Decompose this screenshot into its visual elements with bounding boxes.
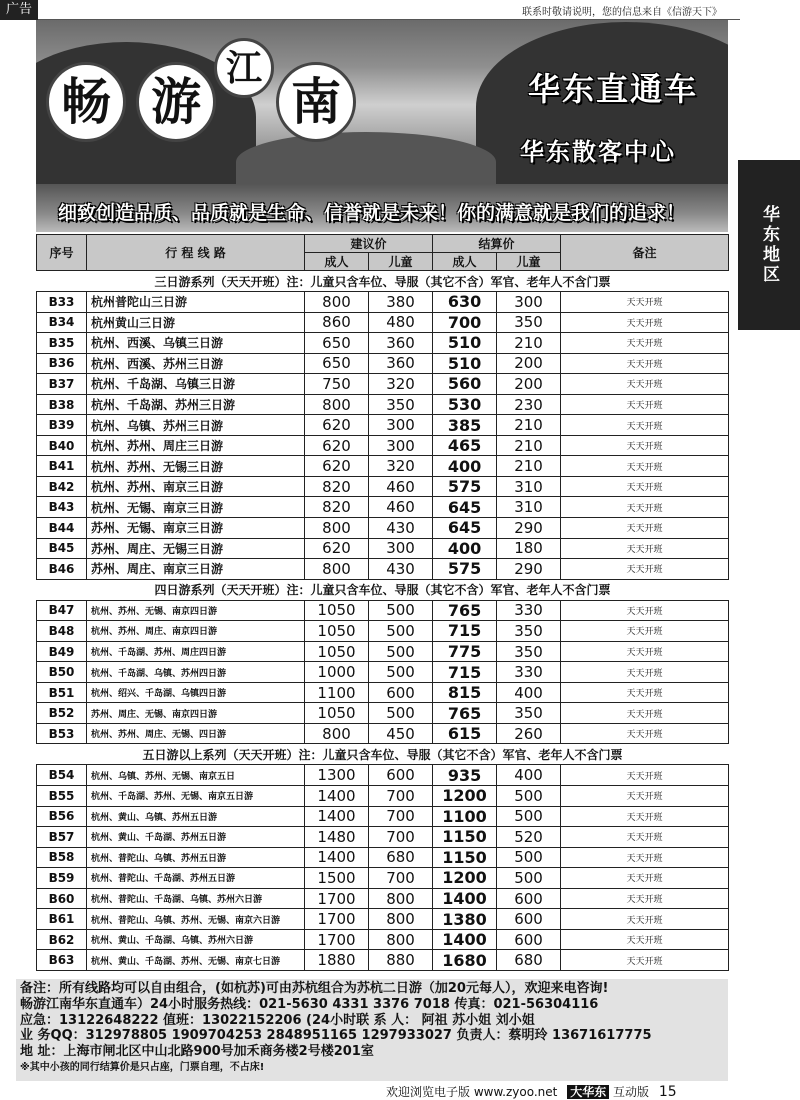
settle-child-price: 310: [497, 476, 561, 497]
suggest-adult-price: 620: [305, 538, 369, 559]
table-row: [37, 950, 729, 971]
settle-child-price: 210: [497, 415, 561, 436]
suggest-adult-price: 1400: [305, 847, 369, 868]
route-code: B41: [37, 456, 87, 477]
suggest-child-price: 430: [369, 559, 433, 580]
route-code: B43: [37, 497, 87, 518]
route-code: B35: [37, 333, 87, 354]
settle-adult-price: 530: [433, 394, 497, 415]
village-shape: [236, 132, 496, 192]
banner-char: 游: [136, 62, 216, 142]
route-name: 杭州、千岛湖、苏州、无锡、南京五日游: [87, 786, 305, 807]
table-row: [37, 333, 729, 354]
table-row: [37, 723, 729, 744]
suggest-adult-price: 1400: [305, 806, 369, 827]
suggest-adult-price: 1300: [305, 765, 369, 786]
suggest-adult-price: 1700: [305, 909, 369, 930]
settle-adult-price: 765: [433, 703, 497, 724]
route-name: 杭州、无锡、南京三日游: [87, 497, 305, 518]
route-name: 苏州、周庄、无锡、南京四日游: [87, 703, 305, 724]
settle-child-price: 210: [497, 456, 561, 477]
note-cell: 天天开班: [561, 847, 729, 868]
settle-child-price: 500: [497, 847, 561, 868]
suggest-child-price: 700: [369, 786, 433, 807]
table-row: [37, 621, 729, 642]
table-row: [37, 476, 729, 497]
route-name: 杭州普陀山三日游: [87, 292, 305, 313]
banner-title: 华东直通车: [527, 70, 698, 108]
note-cell: 天天开班: [561, 600, 729, 621]
route-code: B56: [37, 806, 87, 827]
settle-adult-price: 765: [433, 600, 497, 621]
suggest-adult-price: 620: [305, 435, 369, 456]
table-row: [37, 374, 729, 395]
settle-child-price: 680: [497, 950, 561, 971]
suggest-adult-price: 1050: [305, 641, 369, 662]
route-code: B40: [37, 435, 87, 456]
note-cell: 天天开班: [561, 497, 729, 518]
series-title-row: [37, 744, 729, 765]
settle-child-price: 400: [497, 765, 561, 786]
banner: [36, 20, 728, 232]
note-cell: 天天开班: [561, 765, 729, 786]
route-code: B42: [37, 476, 87, 497]
route-code: B39: [37, 415, 87, 436]
settle-adult-price: 1380: [433, 909, 497, 930]
table-row: [37, 312, 729, 333]
header-no: 序号: [37, 235, 87, 271]
settle-adult-price: 775: [433, 641, 497, 662]
settle-adult-price: 400: [433, 538, 497, 559]
settle-child-price: 330: [497, 662, 561, 683]
route-code: B49: [37, 641, 87, 662]
settle-child-price: 500: [497, 786, 561, 807]
settle-child-price: 500: [497, 806, 561, 827]
note-cell: 天天开班: [561, 456, 729, 477]
settle-child-price: 600: [497, 909, 561, 930]
note-cell: 天天开班: [561, 621, 729, 642]
route-name: 苏州、无锡、南京三日游: [87, 518, 305, 539]
note-cell: 天天开班: [561, 786, 729, 807]
route-name: 杭州、黄山、乌镇、苏州五日游: [87, 806, 305, 827]
suggest-adult-price: 800: [305, 723, 369, 744]
settle-child-price: 310: [497, 497, 561, 518]
route-name: 杭州、绍兴、千岛湖、乌镇四日游: [87, 682, 305, 703]
note-cell: 天天开班: [561, 888, 729, 909]
route-name: 杭州、千岛湖、苏州三日游: [87, 394, 305, 415]
note-cell: 天天开班: [561, 559, 729, 580]
suggest-child-price: 460: [369, 476, 433, 497]
settle-adult-price: 400: [433, 456, 497, 477]
banner-char: 畅: [46, 62, 126, 142]
route-code: B60: [37, 888, 87, 909]
suggest-adult-price: 650: [305, 333, 369, 354]
route-name: 杭州、苏州、无锡、南京四日游: [87, 600, 305, 621]
settle-adult-price: 645: [433, 497, 497, 518]
suggest-adult-price: 1050: [305, 703, 369, 724]
suggest-child-price: 700: [369, 868, 433, 889]
suggest-child-price: 500: [369, 621, 433, 642]
footer-line: 备注：所有线路均可以自由组合，(如杭苏)可由苏杭组合为苏杭二日游（加20元每人），欢迎来电咨询!: [20, 981, 609, 996]
settle-adult-price: 465: [433, 435, 497, 456]
suggest-adult-price: 1400: [305, 786, 369, 807]
note-cell: 天天开班: [561, 353, 729, 374]
header-suggest: 建议价: [305, 235, 433, 253]
route-code: B33: [37, 292, 87, 313]
table-row: [37, 292, 729, 313]
suggest-child-price: 300: [369, 435, 433, 456]
suggest-child-price: 300: [369, 538, 433, 559]
suggest-child-price: 380: [369, 292, 433, 313]
route-name: 杭州、苏州、南京三日游: [87, 476, 305, 497]
settle-child-price: 350: [497, 641, 561, 662]
region-tab: 华东地区: [738, 160, 800, 330]
table-row: [37, 435, 729, 456]
route-name: 杭州、普陀山、乌镇、苏州、无锡、南京六日游: [87, 909, 305, 930]
suggest-child-price: 360: [369, 353, 433, 374]
suggest-child-price: 460: [369, 497, 433, 518]
suggest-adult-price: 1880: [305, 950, 369, 971]
note-cell: 天天开班: [561, 518, 729, 539]
price-table: [36, 234, 729, 971]
page-number: 15: [658, 1084, 677, 1100]
header-route: 行 程 线 路: [87, 235, 305, 271]
route-name: 杭州、西溪、苏州三日游: [87, 353, 305, 374]
settle-child-price: 500: [497, 868, 561, 889]
header-adult: 成人: [433, 253, 497, 271]
settle-adult-price: 1400: [433, 929, 497, 950]
settle-adult-price: 1150: [433, 847, 497, 868]
route-code: B38: [37, 394, 87, 415]
suggest-adult-price: 800: [305, 559, 369, 580]
table-row: [37, 806, 729, 827]
route-name: 杭州、苏州、周庄三日游: [87, 435, 305, 456]
website-text: 欢迎浏览电子版 www.zyoo.net: [386, 1085, 558, 1099]
settle-adult-price: 560: [433, 374, 497, 395]
route-name: 杭州、千岛湖、乌镇三日游: [87, 374, 305, 395]
settle-child-price: 260: [497, 723, 561, 744]
suggest-adult-price: 800: [305, 394, 369, 415]
settle-adult-price: 615: [433, 723, 497, 744]
settle-child-price: 350: [497, 621, 561, 642]
series-title-row: [37, 271, 729, 292]
route-name: 杭州黄山三日游: [87, 312, 305, 333]
note-cell: 天天开班: [561, 312, 729, 333]
settle-adult-price: 1200: [433, 868, 497, 889]
route-code: B58: [37, 847, 87, 868]
route-code: B50: [37, 662, 87, 683]
note-cell: 天天开班: [561, 292, 729, 313]
settle-adult-price: 1200: [433, 786, 497, 807]
note-cell: 天天开班: [561, 868, 729, 889]
suggest-child-price: 700: [369, 827, 433, 848]
route-code: B48: [37, 621, 87, 642]
series-title-row: [37, 579, 729, 600]
suggest-adult-price: 750: [305, 374, 369, 395]
table-row: [37, 641, 729, 662]
source-note: 联系时敬请说明，您的信息来自《信游天下》: [522, 7, 722, 18]
suggest-child-price: 320: [369, 456, 433, 477]
route-name: 杭州、乌镇、苏州、无锡、南京五日: [87, 765, 305, 786]
suggest-child-price: 360: [369, 333, 433, 354]
settle-child-price: 300: [497, 292, 561, 313]
route-code: B36: [37, 353, 87, 374]
footer-line: 地 址：上海市闸北区中山北路900号加禾商务楼2号楼201室: [20, 1044, 374, 1060]
settle-adult-price: 575: [433, 559, 497, 580]
note-cell: 天天开班: [561, 662, 729, 683]
table-row: [37, 600, 729, 621]
table-row: [37, 909, 729, 930]
table-row: [37, 518, 729, 539]
suggest-adult-price: 1050: [305, 621, 369, 642]
route-name: 杭州、普陀山、千岛湖、苏州五日游: [87, 868, 305, 889]
table-row: [37, 703, 729, 724]
suggest-adult-price: 1000: [305, 662, 369, 683]
route-code: B55: [37, 786, 87, 807]
table-row: [37, 353, 729, 374]
banner-char: 江: [214, 38, 274, 98]
note-cell: 天天开班: [561, 538, 729, 559]
route-name: 杭州、千岛湖、苏州、周庄四日游: [87, 641, 305, 662]
route-code: B37: [37, 374, 87, 395]
header-note: 备注: [561, 235, 729, 271]
table-row: [37, 456, 729, 477]
route-name: 杭州、普陀山、乌镇、苏州五日游: [87, 847, 305, 868]
series-title: 四日游系列（天天开班）注：儿童只含车位、导服（其它不含）军官、老年人不含门票: [37, 579, 729, 600]
suggest-child-price: 500: [369, 662, 433, 683]
banner-char: 南: [276, 62, 356, 142]
route-code: B52: [37, 703, 87, 724]
suggest-adult-price: 1700: [305, 929, 369, 950]
route-name: 杭州、千岛湖、乌镇、苏州四日游: [87, 662, 305, 683]
note-cell: 天天开班: [561, 703, 729, 724]
suggest-child-price: 300: [369, 415, 433, 436]
settle-child-price: 290: [497, 518, 561, 539]
route-name: 苏州、周庄、南京三日游: [87, 559, 305, 580]
table-row: [37, 868, 729, 889]
note-cell: 天天开班: [561, 641, 729, 662]
settle-adult-price: 715: [433, 621, 497, 642]
suggest-adult-price: 820: [305, 476, 369, 497]
suggest-child-price: 800: [369, 909, 433, 930]
settle-adult-price: 1400: [433, 888, 497, 909]
bottom-line: [386, 1083, 677, 1100]
table-row: [37, 888, 729, 909]
route-code: B59: [37, 868, 87, 889]
settle-adult-price: 510: [433, 353, 497, 374]
settle-adult-price: 815: [433, 682, 497, 703]
suggest-adult-price: 860: [305, 312, 369, 333]
suggest-child-price: 800: [369, 888, 433, 909]
suggest-child-price: 500: [369, 641, 433, 662]
table-row: [37, 765, 729, 786]
route-name: 杭州、黄山、千岛湖、苏州、无锡、南京七日游: [87, 950, 305, 971]
route-name: 杭州、普陀山、千岛湖、乌镇、苏州六日游: [87, 888, 305, 909]
brand-badge: 大华东: [567, 1085, 609, 1099]
table-row: [37, 827, 729, 848]
settle-child-price: 350: [497, 312, 561, 333]
settle-adult-price: 630: [433, 292, 497, 313]
route-name: 苏州、周庄、无锡三日游: [87, 538, 305, 559]
note-cell: 天天开班: [561, 333, 729, 354]
suggest-child-price: 480: [369, 312, 433, 333]
note-cell: 天天开班: [561, 476, 729, 497]
footer-line: 业 务QQ：312978805 1909704253 2848951165 1297933027 负责人：蔡明玲 13671617775: [20, 1028, 652, 1044]
route-name: 杭州、西溪、乌镇三日游: [87, 333, 305, 354]
route-name: 杭州、苏州、周庄、南京四日游: [87, 621, 305, 642]
footer-line: 应急：13122648222 值班：13022152206 (24小时联 系 人： 阿祖 苏小姐 刘小姐: [20, 1012, 535, 1028]
route-code: B45: [37, 538, 87, 559]
settle-child-price: 180: [497, 538, 561, 559]
route-code: B62: [37, 929, 87, 950]
suggest-adult-price: 1700: [305, 888, 369, 909]
table-row: [37, 394, 729, 415]
table-row: [37, 538, 729, 559]
banner-subtitle: 华东散客中心: [520, 138, 676, 166]
table-row: [37, 847, 729, 868]
suggest-adult-price: 1100: [305, 682, 369, 703]
brand-suffix: 互动版: [613, 1085, 650, 1099]
table-row: [37, 559, 729, 580]
route-name: 杭州、苏州、无锡三日游: [87, 456, 305, 477]
route-code: B61: [37, 909, 87, 930]
table-row: [37, 929, 729, 950]
suggest-adult-price: 1480: [305, 827, 369, 848]
settle-adult-price: 1680: [433, 950, 497, 971]
route-code: B47: [37, 600, 87, 621]
suggest-adult-price: 650: [305, 353, 369, 374]
slogan: 细致创造品质、品质就是生命、信誉就是未来！你的满意就是我们的追求！: [58, 202, 686, 224]
suggest-child-price: 350: [369, 394, 433, 415]
settle-child-price: 400: [497, 682, 561, 703]
table-row: [37, 786, 729, 807]
suggest-child-price: 880: [369, 950, 433, 971]
settle-adult-price: 700: [433, 312, 497, 333]
top-bar: [0, 0, 740, 20]
settle-adult-price: 645: [433, 518, 497, 539]
settle-child-price: 230: [497, 394, 561, 415]
settle-adult-price: 715: [433, 662, 497, 683]
note-cell: 天天开班: [561, 394, 729, 415]
settle-adult-price: 575: [433, 476, 497, 497]
route-name: 杭州、乌镇、苏州三日游: [87, 415, 305, 436]
settle-child-price: 350: [497, 703, 561, 724]
note-cell: 天天开班: [561, 806, 729, 827]
settle-adult-price: 1150: [433, 827, 497, 848]
suggest-child-price: 430: [369, 518, 433, 539]
suggest-child-price: 700: [369, 806, 433, 827]
settle-child-price: 200: [497, 374, 561, 395]
footer-info: [16, 979, 728, 1081]
suggest-child-price: 600: [369, 682, 433, 703]
suggest-adult-price: 820: [305, 497, 369, 518]
settle-child-price: 330: [497, 600, 561, 621]
note-cell: 天天开班: [561, 950, 729, 971]
footer-line: 畅游江南华东直通车）24小时服务热线：021-5630 4331 3376 7018 传真：021-56304116: [20, 996, 599, 1012]
suggest-child-price: 500: [369, 703, 433, 724]
route-code: B51: [37, 682, 87, 703]
suggest-child-price: 800: [369, 929, 433, 950]
route-code: B46: [37, 559, 87, 580]
settle-child-price: 200: [497, 353, 561, 374]
suggest-child-price: 320: [369, 374, 433, 395]
settle-child-price: 210: [497, 333, 561, 354]
header-adult: 成人: [305, 253, 369, 271]
settle-adult-price: 1100: [433, 806, 497, 827]
ad-label: 广告: [0, 0, 38, 20]
suggest-adult-price: 1500: [305, 868, 369, 889]
suggest-child-price: 450: [369, 723, 433, 744]
suggest-adult-price: 1050: [305, 600, 369, 621]
note-cell: 天天开班: [561, 827, 729, 848]
header-child: 儿童: [369, 253, 433, 271]
suggest-adult-price: 620: [305, 415, 369, 436]
suggest-child-price: 680: [369, 847, 433, 868]
series-title: 五日游以上系列（天天开班）注：儿童只含车位、导服（其它不含）军官、老年人不含门票: [37, 744, 729, 765]
settle-child-price: 210: [497, 435, 561, 456]
settle-adult-price: 935: [433, 765, 497, 786]
suggest-adult-price: 800: [305, 292, 369, 313]
table-row: [37, 497, 729, 518]
route-name: 杭州、黄山、千岛湖、苏州五日游: [87, 827, 305, 848]
route-code: B57: [37, 827, 87, 848]
route-code: B63: [37, 950, 87, 971]
series-title: 三日游系列（天天开班）注：儿童只含车位、导服（其它不含）军官、老年人不含门票: [37, 271, 729, 292]
settle-adult-price: 385: [433, 415, 497, 436]
settle-adult-price: 510: [433, 333, 497, 354]
table-row: [37, 682, 729, 703]
note-cell: 天天开班: [561, 415, 729, 436]
note-cell: 天天开班: [561, 909, 729, 930]
suggest-child-price: 500: [369, 600, 433, 621]
route-name: 杭州、苏州、周庄、无锡、四日游: [87, 723, 305, 744]
note-cell: 天天开班: [561, 374, 729, 395]
table-body: [37, 271, 729, 971]
settle-child-price: 520: [497, 827, 561, 848]
route-name: 杭州、黄山、千岛湖、乌镇、苏州六日游: [87, 929, 305, 950]
footer-note: ※其中小孩的同行结算价是只占座，门票自理，不占床!: [20, 1061, 265, 1073]
settle-child-price: 600: [497, 929, 561, 950]
table-row: [37, 415, 729, 436]
suggest-adult-price: 800: [305, 518, 369, 539]
suggest-child-price: 600: [369, 765, 433, 786]
route-code: B44: [37, 518, 87, 539]
note-cell: 天天开班: [561, 682, 729, 703]
note-cell: 天天开班: [561, 929, 729, 950]
route-code: B34: [37, 312, 87, 333]
settle-child-price: 290: [497, 559, 561, 580]
table-row: [37, 662, 729, 683]
route-code: B53: [37, 723, 87, 744]
settle-child-price: 600: [497, 888, 561, 909]
note-cell: 天天开班: [561, 723, 729, 744]
route-code: B54: [37, 765, 87, 786]
header-child: 儿童: [497, 253, 561, 271]
header-settle: 结算价: [433, 235, 561, 253]
note-cell: 天天开班: [561, 435, 729, 456]
suggest-adult-price: 620: [305, 456, 369, 477]
